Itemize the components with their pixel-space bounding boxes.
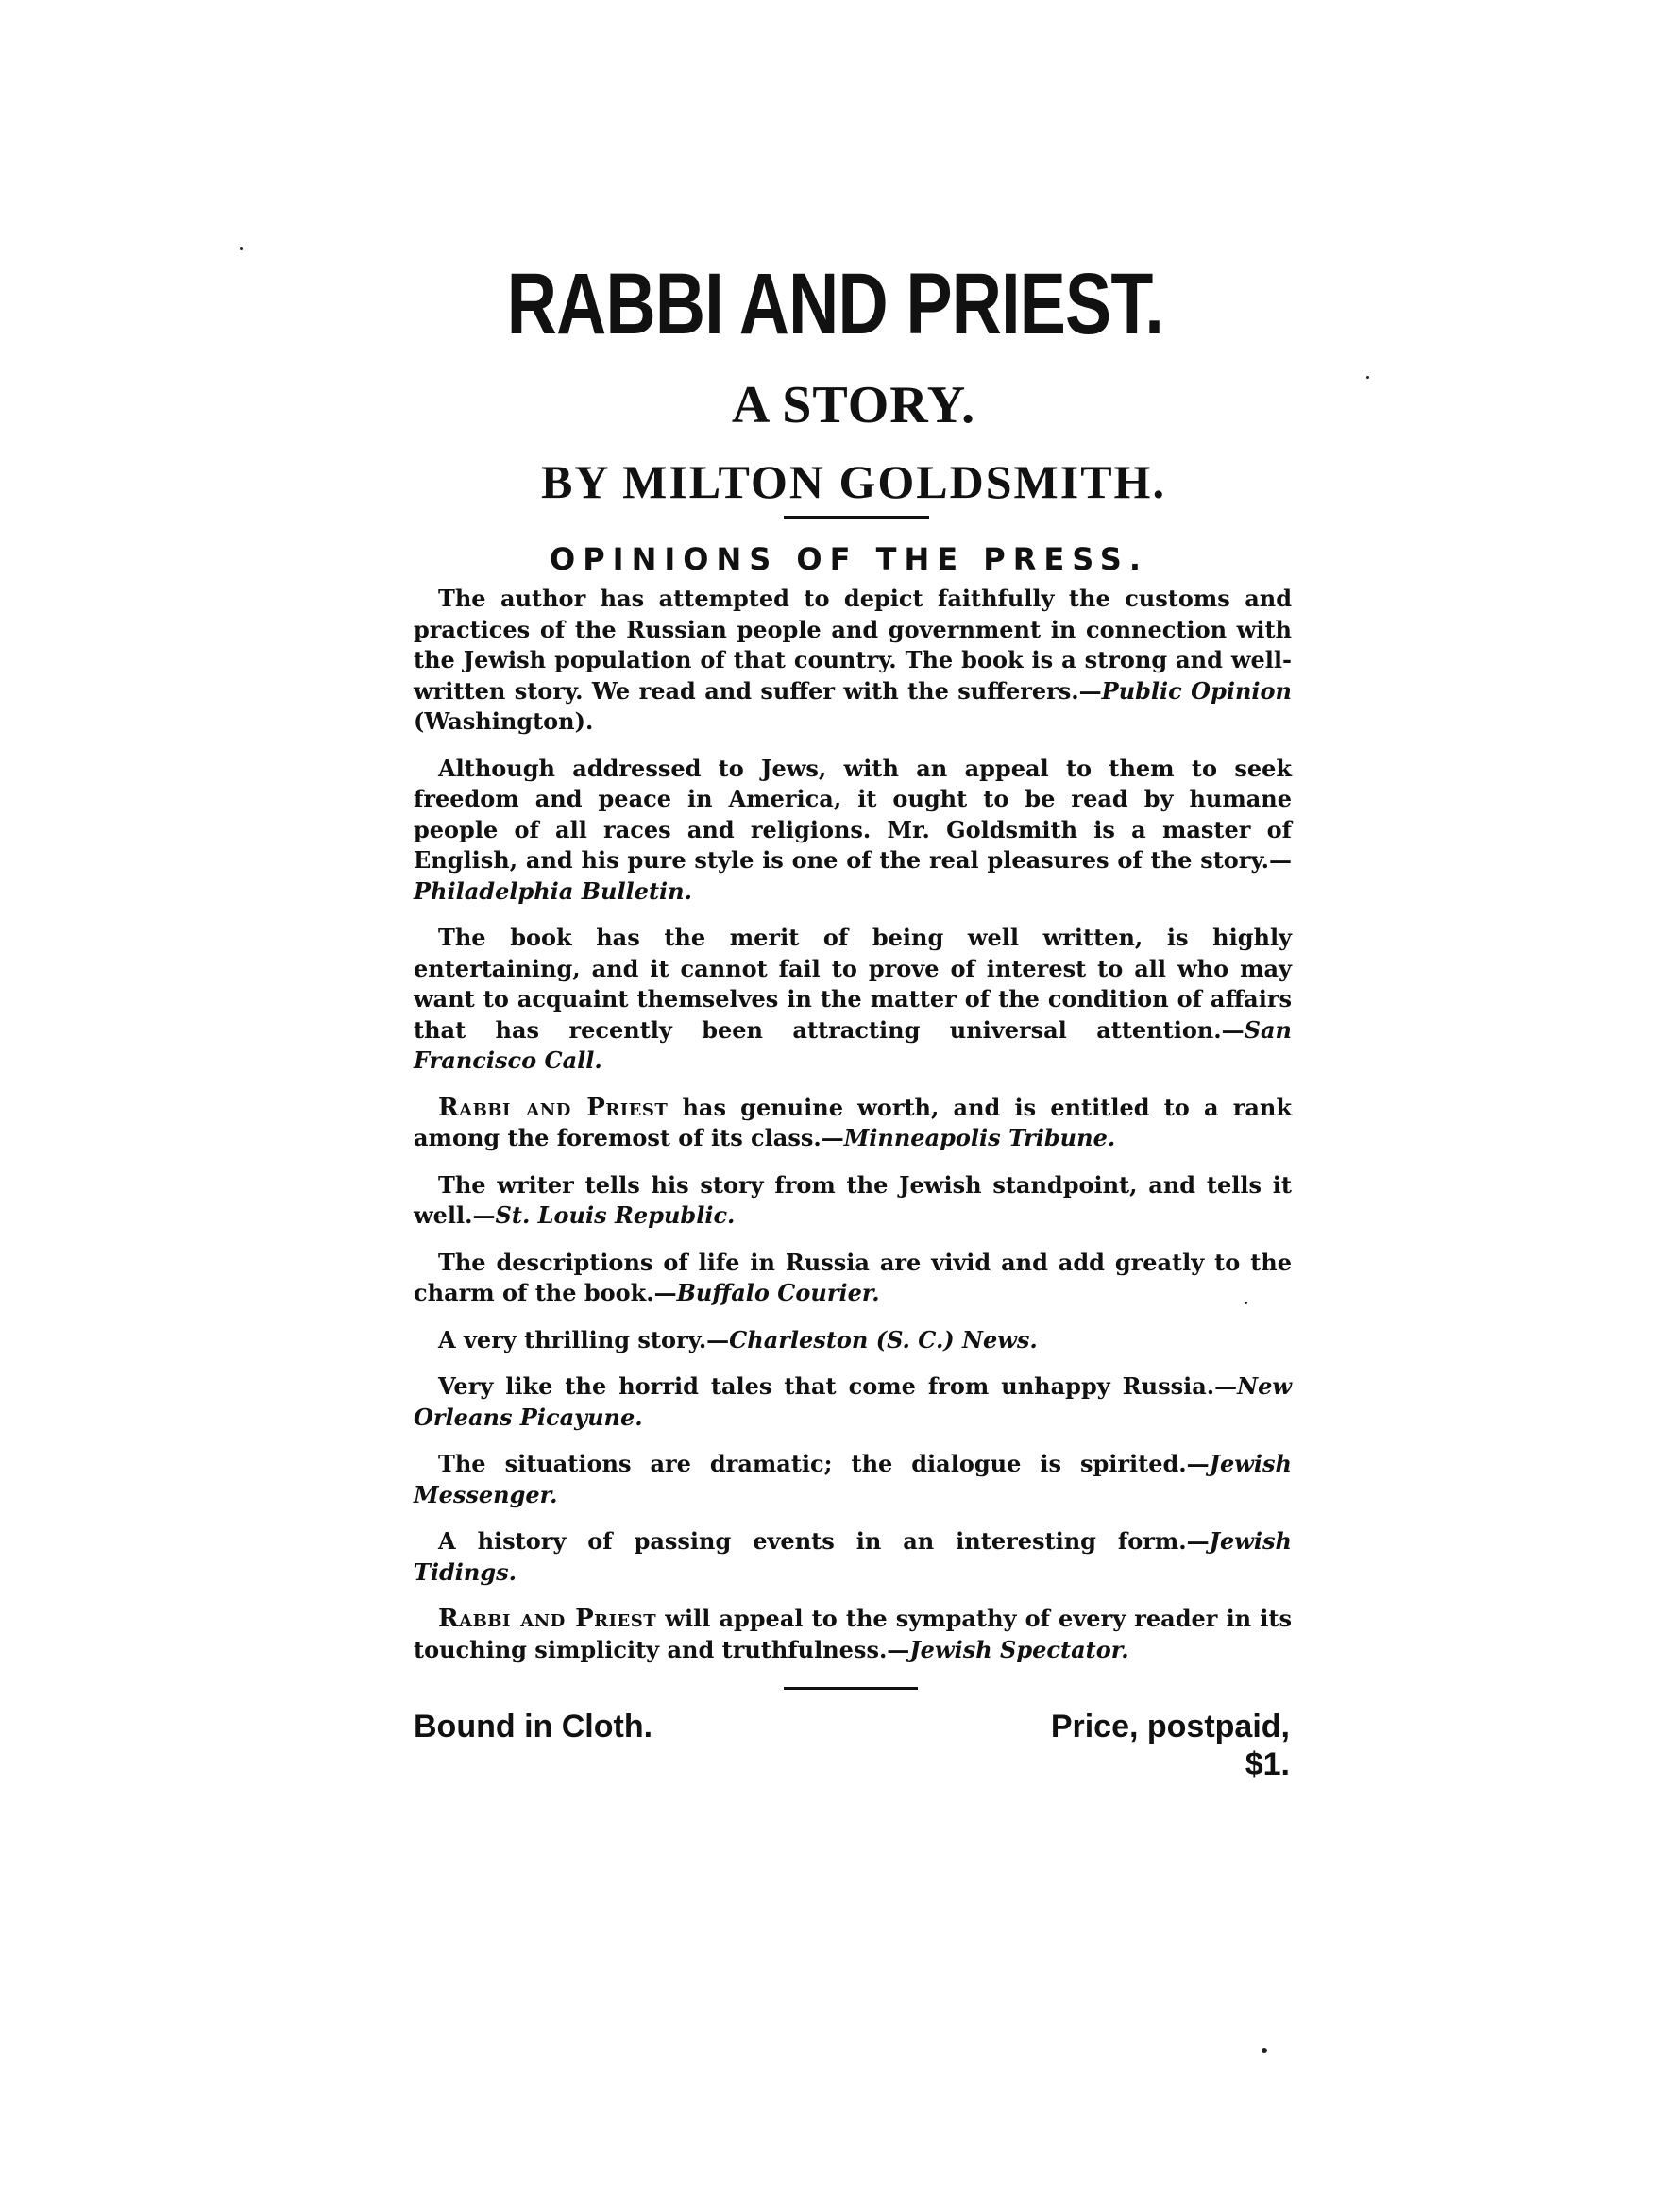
review-7 xyxy=(414,1325,1292,1356)
review-1 xyxy=(414,584,1292,738)
title-divider xyxy=(784,516,929,519)
review-text: has genuine worth, and is entitled to a rank among the foremost of its class.— xyxy=(414,1093,1293,1151)
footer-divider xyxy=(784,1687,918,1690)
review-source: Jewish Messenger. xyxy=(414,1450,1292,1508)
review-source: St. Louis Republic. xyxy=(495,1201,736,1229)
scan-speck xyxy=(1366,376,1369,379)
scan-speck xyxy=(1245,1302,1247,1304)
book-title: RABBI AND PRIEST. xyxy=(506,256,1163,352)
review-source: Minneapolis Tribune. xyxy=(843,1124,1116,1151)
review-text: The situations are dramatic; the dialogue is spirited.— xyxy=(438,1450,1210,1477)
review-source: Jewish Tidings. xyxy=(414,1527,1292,1586)
review-6 xyxy=(414,1248,1292,1309)
review-text: The writer tells his story from the Jewish standpoint, and tells it well.— xyxy=(414,1170,1292,1229)
review-source: Buffalo Courier. xyxy=(676,1279,880,1306)
review-source: Philadelphia Bulletin. xyxy=(414,876,692,905)
opinions-heading: OPINIONS OF THE PRESS. xyxy=(550,541,1148,577)
review-text: will appeal to the sympathy of every reader in its touching simplicity and truthfulness.— xyxy=(414,1605,1292,1663)
price-note: Price, postpaid, $1. xyxy=(1050,1709,1290,1782)
binding-note: Bound in Cloth. xyxy=(414,1709,653,1744)
review-source: San Francisco Call. xyxy=(414,1015,1292,1074)
scan-speck xyxy=(240,247,243,250)
scan-speck xyxy=(1262,2048,1267,2053)
review-text: Very like the horrid tales that come from unhappy Russia.— xyxy=(438,1372,1238,1400)
review-5 xyxy=(414,1170,1292,1232)
review-11 xyxy=(414,1604,1292,1665)
review-10 xyxy=(414,1526,1292,1588)
review-text: A history of passing events in an interesting form.— xyxy=(438,1527,1210,1555)
review-text: The descriptions of life in Russia are vivid and add greatly to the charm of the book.— xyxy=(414,1248,1292,1306)
press-reviews xyxy=(414,584,1292,1681)
book-author: BY MILTON GOLDSMITH. xyxy=(541,455,1166,508)
review-text: A very thrilling story.— xyxy=(438,1325,730,1353)
review-2 xyxy=(414,754,1292,908)
review-9 xyxy=(414,1449,1292,1510)
review-source: Jewish Spectator. xyxy=(909,1635,1129,1663)
review-text: Although addressed to Jews, with an appeal to them to seek freedom and peace in America, it ought to be read by humane people of all races and religions. Mr. Goldsmith is a master of English, and his pure style is one of the real pleasures of the story.— xyxy=(414,754,1292,874)
review-source: Charleston (S. C.) News. xyxy=(729,1325,1038,1353)
review-3 xyxy=(414,923,1292,1077)
review-4 xyxy=(414,1093,1292,1154)
review-source: New Orleans Picayune. xyxy=(414,1372,1292,1431)
review-8 xyxy=(414,1371,1292,1433)
review-book-name: Rabbi and Priest xyxy=(438,1093,669,1122)
review-text: The author has attempted to depict faithfully the customs and practices of the Russian people and government in connection with the Jewish population of that country. The book is a strong and well-written story. We read and suffer with the sufferers.— xyxy=(414,585,1292,705)
review-source: Public Opinion xyxy=(1101,676,1292,705)
review-book-name: Rabbi and Priest xyxy=(438,1605,657,1633)
book-subtitle: A STORY. xyxy=(731,376,976,434)
review-source-suffix: (Washington). xyxy=(414,707,594,735)
review-text: The book has the merit of being well written, is highly entertaining, and it cannot fail to prove of interest to all who may want to acquaint themselves in the matter of the condition of affairs that has recently been attracting universal attention.— xyxy=(414,924,1292,1044)
